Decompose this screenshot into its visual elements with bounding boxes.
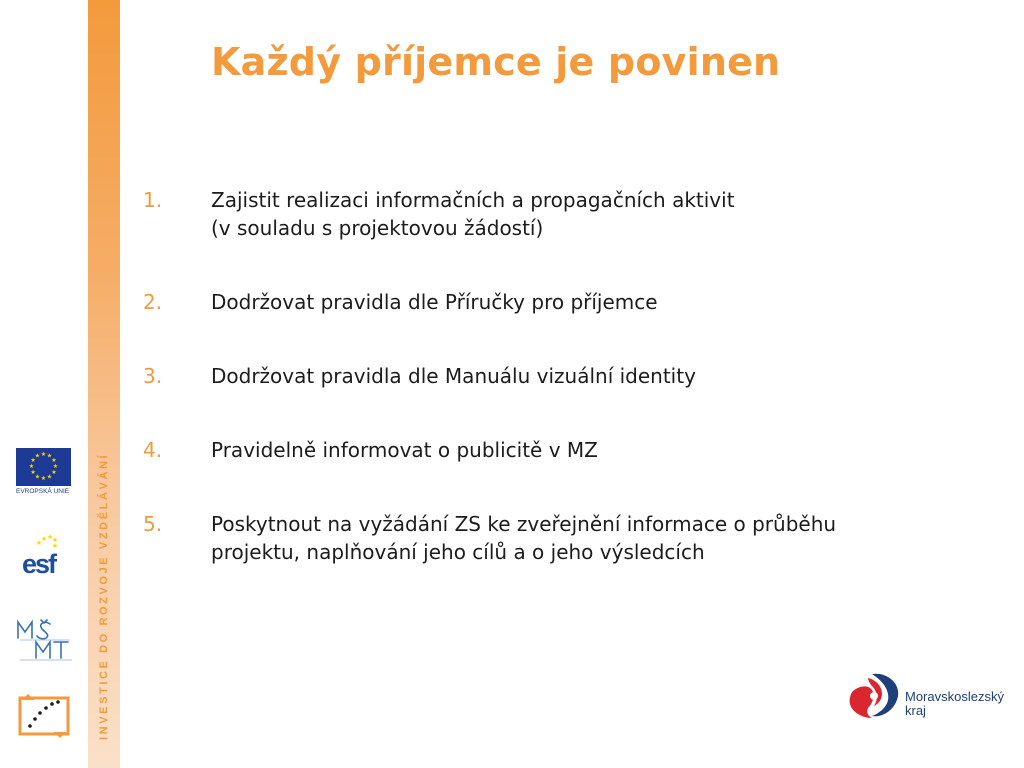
list-item [143,362,963,390]
eu-flag-icon [16,448,71,486]
svg-text:★: ★ [28,463,35,470]
list-item [143,436,963,464]
item-text: (v souladu s projektovou žádostí) [211,216,544,240]
item-number: 3. [143,364,163,388]
esf-logo [20,532,72,576]
moravskoslezsky-kraj-logo [848,670,1018,724]
svg-text:★: ★ [40,451,47,458]
item-number: 4. [143,438,163,462]
eu-logo [16,448,72,495]
side-vertical-text: INVESTICE DO ROZVOJE VZDĚLÁVÁNÍ [98,452,110,740]
item-number: 1. [143,188,163,212]
svg-text:★: ★ [40,535,48,543]
svg-text:★: ★ [35,539,43,547]
svg-text:★: ★ [46,533,54,541]
svg-text:★: ★ [30,457,36,464]
slide-title: Každý příjemce je povinen [211,40,781,84]
svg-text:★: ★ [51,457,57,464]
svg-text:★: ★ [52,463,59,470]
svg-text:★: ★ [34,452,41,460]
item-number: 2. [143,290,163,314]
list-item [143,288,963,316]
list-item [143,186,963,242]
svg-text:★: ★ [34,473,41,481]
item-text: Pravidelně informovat o publicitě v MZ [211,438,598,462]
item-text: projektu, naplňování jeho cílů a o jeho výsledcích [211,540,705,564]
kraj-name-line: kraj [905,703,926,718]
svg-text:★: ★ [51,536,59,544]
kraj-name-line: Moravskoslezský [905,689,1004,704]
item-text: Zajistit realizaci informačních a propagačních aktivit [211,188,735,212]
msmt-logo [16,618,74,662]
kraj-name [905,690,1004,718]
svg-text:★: ★ [30,469,36,476]
svg-text:★: ★ [51,469,57,476]
item-text: Dodržovat pravidla dle Manuálu vizuální identity [211,364,696,388]
esf-text: esf [22,549,56,576]
kraj-emblem-icon [848,670,902,724]
obligations-list [143,186,963,612]
item-number: 5. [143,512,163,536]
svg-text:★: ★ [46,473,53,481]
svg-text:★: ★ [40,475,47,482]
item-text: Poskytnout na vyžádání ZS ke zveřejnění informace o průběhu [211,512,837,536]
svg-text:★: ★ [46,452,53,460]
list-item [143,510,963,566]
op-vk-logo [16,692,72,740]
eu-caption: EVROPSKÁ UNIE [16,488,70,495]
item-text: Dodržovat pravidla dle Příručky pro příjemce [211,290,658,314]
svg-text:★: ★ [51,542,59,550]
